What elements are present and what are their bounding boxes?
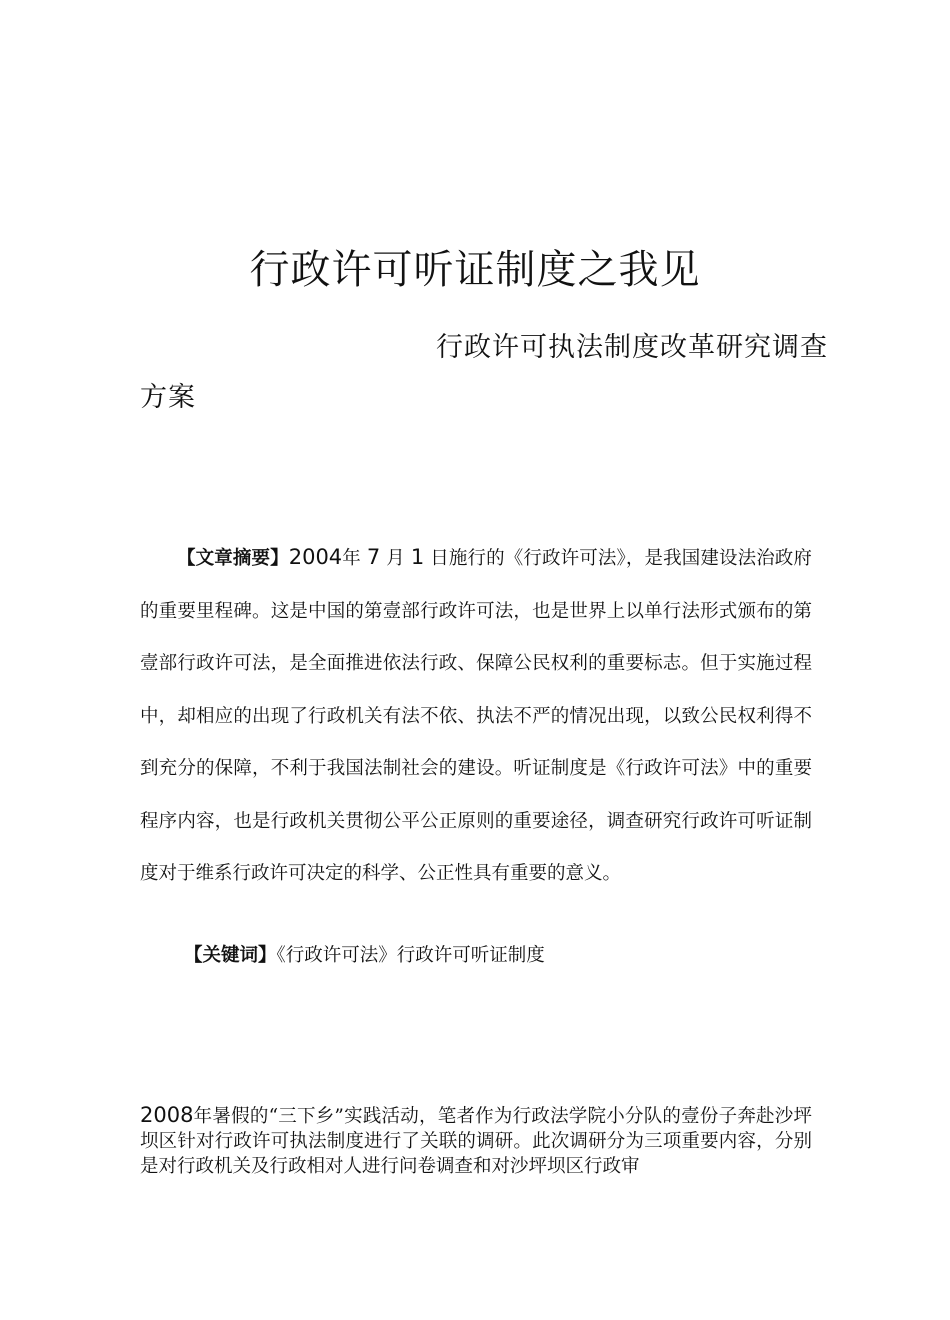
abstract-month: 7 [366, 545, 381, 569]
abstract-year: 2004 [288, 545, 343, 569]
subtitle-line-1: 行政许可执法制度改革研究调查 [436, 332, 828, 363]
keywords-text: 《行政许可法》行政许可听证制度 [276, 945, 545, 966]
body-text: 年暑假的“三下乡”实践活动，笔者作为行政法学院小分队的壹份子奔赴沙坪坝区针对行政许可执法制度进行了关联的调研。此次调研分为三项重要内容，分别是对行政机关及行政相对人进行问卷调查和对沙坪坝区行政审 [140, 1106, 812, 1177]
keywords-label: 【关键词】 [184, 945, 277, 966]
subtitle-line-2: 方案 [140, 382, 196, 413]
abstract-paragraph [140, 531, 812, 901]
document-title: 行政许可听证制度之我见 [249, 247, 701, 293]
abstract-day: 1 [410, 545, 425, 569]
keywords-line [184, 940, 545, 972]
abstract-label: 【文章摘要】 [177, 548, 289, 569]
abstract-month-unit: 月 [386, 548, 405, 569]
body-year: 2008 [140, 1103, 194, 1127]
body-paragraph [140, 1103, 812, 1179]
abstract-text: 日施行的《行政许可法》，是我国建设法治政府的重要里程碑。这是中国的第壹部行政许可法，也是世界上以单行法形式颁布的第壹部行政许可法，是全面推进依法行政、保障公民权利的重要标志。但于实施过程中，却相应的出现了行政机关有法不依、执法不严的情况出现，以致公民权利得不到充分的保障，不利于我国法制社会的建设。听证制度是《行政许可法》中的重要程序内容，也是行政机关贯彻公平公正原则的重要途径，调查研究行政许可听证制度对于维系行政许可决定的科学、公正性具有重要的意义。 [140, 548, 812, 884]
abstract-year-unit: 年 [342, 548, 361, 569]
